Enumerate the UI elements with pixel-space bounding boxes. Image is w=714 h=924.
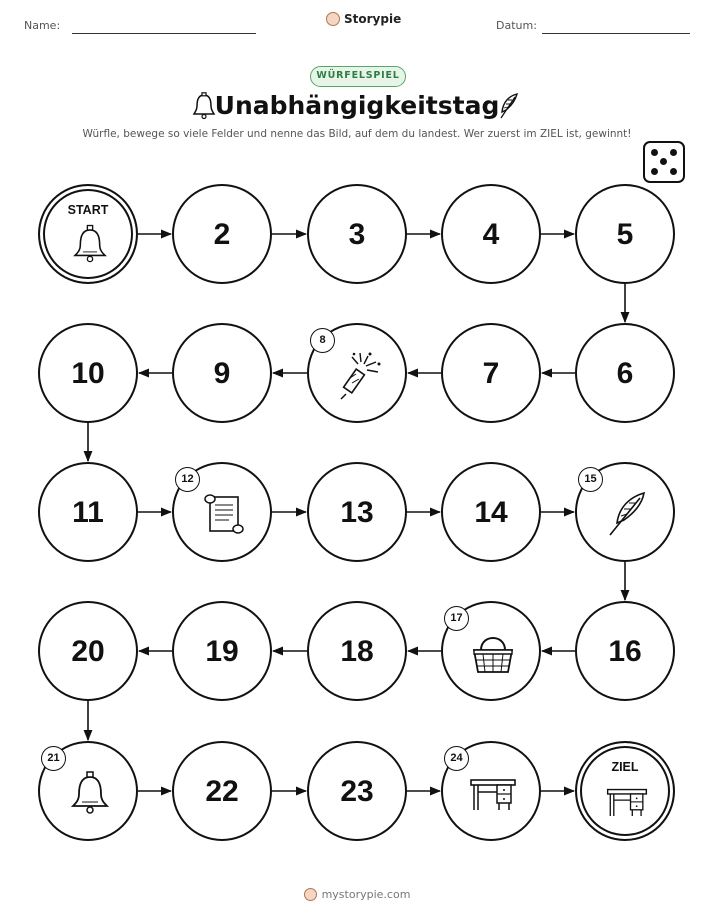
brand-name: Storypie [344,12,402,26]
board-space-22[interactable] [172,741,272,841]
space-number: 18 [340,635,374,668]
board-space-4[interactable] [441,184,541,284]
board-space-19[interactable] [172,601,272,701]
board-space-16[interactable] [575,601,675,701]
board-space-21[interactable] [38,741,138,841]
board-space-24[interactable] [441,741,541,841]
board-space-12[interactable] [172,462,272,562]
start-space[interactable] [38,184,138,284]
board-space-9[interactable] [172,323,272,423]
space-number: 4 [482,218,500,251]
footer-url[interactable]: mystorypie.com [321,888,411,901]
space-label: START [67,203,109,217]
space-number: 2 [213,218,231,251]
storypie-logo-icon [304,888,317,901]
space-number: 17 [444,606,469,631]
space-number: 7 [482,357,500,390]
date-label: Datum: [496,19,537,32]
firework-icon [334,350,384,400]
page-title: Unabhängigkeitstag [214,91,500,120]
space-number: 21 [41,746,66,771]
space-number: 5 [616,218,634,251]
board-space-5[interactable] [575,184,675,284]
scroll-icon [199,489,249,539]
feather-icon [497,92,521,120]
space-number: 11 [72,496,104,529]
space-number: 10 [71,357,105,390]
board-space-15[interactable] [575,462,675,562]
space-number: 9 [213,357,231,390]
space-number: 3 [348,218,366,251]
board-space-6[interactable] [575,323,675,423]
space-number: 22 [205,775,239,808]
board-space-10[interactable] [38,323,138,423]
footer [0,888,714,901]
board-space-17[interactable] [441,601,541,701]
space-label: ZIEL [611,760,639,774]
finish-space[interactable] [575,741,675,841]
space-number: 6 [616,357,634,390]
game-type-badge: WÜRFELSPIEL [310,66,406,87]
basket-icon [468,628,518,678]
bell-icon [68,222,112,266]
date-line[interactable] [542,33,690,34]
name-label: Name: [24,19,61,32]
name-line[interactable] [72,33,256,34]
space-number: 14 [474,496,508,529]
desk-icon [605,779,649,823]
space-number: 13 [340,496,374,529]
board-space-7[interactable] [441,323,541,423]
board-space-14[interactable] [441,462,541,562]
board-space-20[interactable] [38,601,138,701]
space-number: 15 [578,467,603,492]
feather-icon [602,489,652,539]
board-space-8[interactable] [307,323,407,423]
space-number: 24 [444,746,469,771]
board-space-2[interactable] [172,184,272,284]
board-space-13[interactable] [307,462,407,562]
board-space-11[interactable] [38,462,138,562]
space-number: 8 [310,328,335,353]
storypie-logo-icon [326,12,340,26]
space-number: 12 [175,467,200,492]
bell-icon [65,768,115,818]
board-space-3[interactable] [307,184,407,284]
desk-icon [468,768,518,818]
space-number: 23 [340,775,374,808]
board-space-18[interactable] [307,601,407,701]
space-number: 20 [71,635,105,668]
board-space-23[interactable] [307,741,407,841]
brand [326,12,401,26]
space-number: 19 [205,635,239,668]
space-number: 16 [608,635,642,668]
die-icon[interactable] [643,141,685,183]
instructions: Würfle, bewege so viele Felder und nenne das Bild, auf dem du landest. Wer zuerst im ZIEL ist, gewinnt! [82,128,632,140]
